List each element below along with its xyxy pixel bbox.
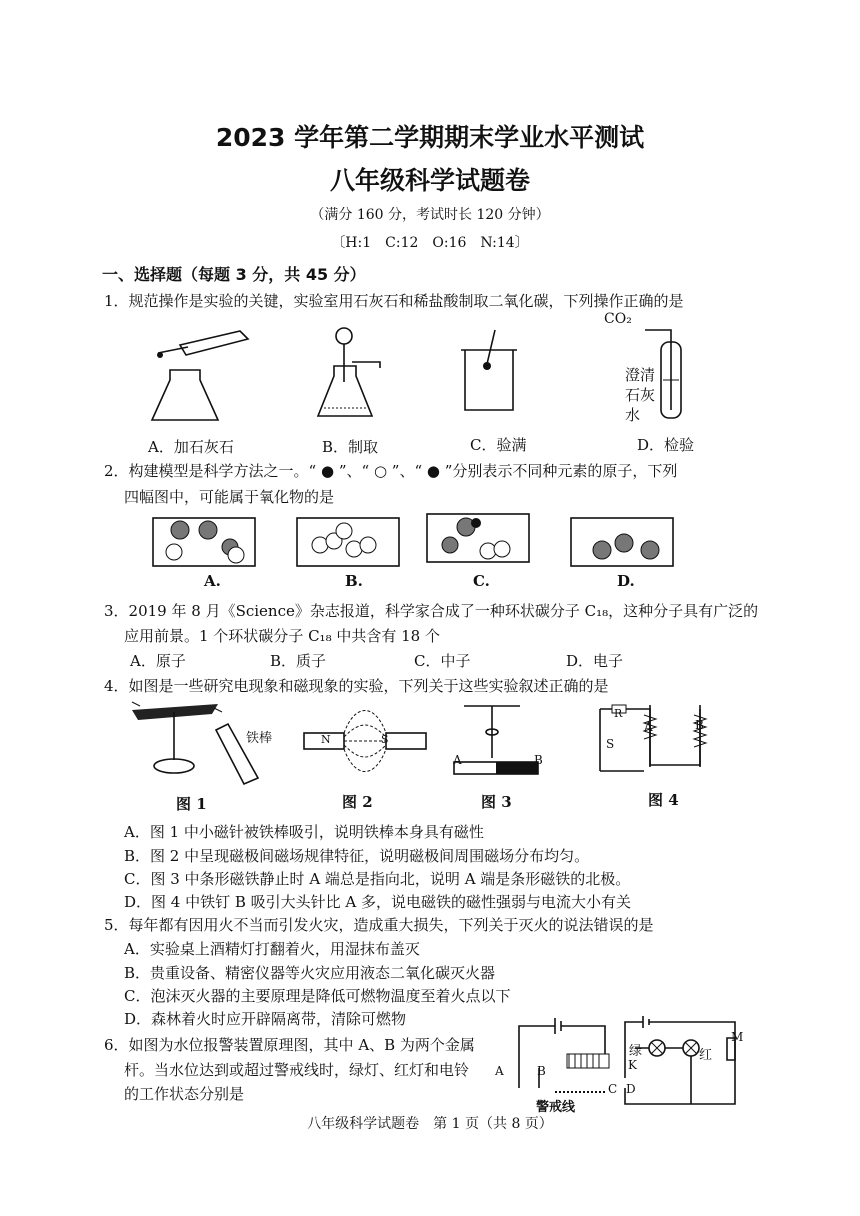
q1-stem: 1．规范操作是实验的关键，实验室用石灰石和稀盐酸制取二氧化碳，下列操作正确的是 [104, 292, 684, 310]
q6-c-label: C [608, 1082, 618, 1096]
q2-stem-line2: 四幅图中，可能属于氧化物的是 [124, 488, 335, 506]
q2-model-a-icon [152, 517, 256, 567]
q1-option-b: B．制取 [322, 438, 379, 456]
atomic-masses: 〔H:1 C:12 O:16 N:14〕 [331, 235, 529, 251]
q6-k-label: K [628, 1058, 637, 1072]
q6-m-label: M [731, 1030, 744, 1044]
q4-fig4-a: A [644, 720, 653, 734]
q6-stem-line2: 杆。当水位达到或超过警戒线时，绿灯、红灯和电铃 [124, 1061, 470, 1079]
q4-option-b: B．图 2 中呈现磁极间磁场规律特征，说明磁极间周围磁场分布均匀。 [124, 847, 590, 865]
q1-option-d: D．检验 [637, 436, 695, 454]
q5-option-a: A．实验桌上酒精灯打翻着火，用湿抹布盖灭 [124, 940, 420, 958]
q4-fig2-s: S [381, 733, 389, 746]
q4-stem: 4．如图是一些研究电现象和磁现象的实验，下列关于这些实验叙述正确的是 [104, 677, 609, 695]
exam-note: （满分 160 分，考试时长 120 分钟） [310, 207, 550, 223]
q4-fig3-caption: 图 3 [481, 793, 512, 811]
q6-red-label: 红 [699, 1048, 713, 1063]
q4-fig2-icon [300, 703, 430, 783]
q2-stem-line1: 2．构建模型是科学方法之一。“ ● ”、“ ○ ”、“ ● ”分别表示不同种元素的原子，下列 [104, 462, 678, 480]
q2-model-c-icon [426, 513, 530, 563]
q2-model-b-icon [296, 517, 400, 567]
q3-option-b: B．质子 [270, 652, 327, 670]
q1-fig-c-icon [455, 330, 535, 420]
q6-d-label: D [626, 1082, 636, 1096]
section-heading: 一、选择题（每题 3 分，共 45 分） [102, 265, 366, 284]
q4-fig3-icon [450, 702, 550, 782]
page-footer: 八年级科学试题卷 第 1 页（共 8 页） [307, 1116, 553, 1132]
q4-option-d: D．图 4 中铁钉 B 吸引大头针比 A 多，说电磁铁的磁性强弱与电流大小有关 [124, 893, 632, 911]
q4-fig3-a: A [453, 753, 462, 767]
q5-option-d: D．森林着火时应开辟隔离带，清除可燃物 [124, 1010, 407, 1028]
q5-stem: 5．每年都有因用火不当而引发火灾，造成重大损失，下列关于灭火的说法错误的是 [104, 916, 654, 934]
q4-fig4-s: S [606, 737, 615, 751]
q3-option-c: C．中子 [414, 652, 471, 670]
q4-fig1-caption: 图 1 [176, 795, 207, 813]
q1-fig-a-icon [140, 325, 260, 425]
q4-iron-rod-label: 铁棒 [246, 731, 273, 746]
q1-limewater-1: 澄清 [625, 366, 656, 384]
exam-title: 2023 学年第二学期期末学业水平测试 [215, 123, 645, 152]
q6-warning-line: 警戒线 [536, 1100, 576, 1115]
q2-model-d-icon [570, 517, 674, 567]
exam-subtitle: 八年级科学试题卷 [329, 166, 530, 195]
q3-option-a: A．原子 [130, 652, 186, 670]
q4-fig2-caption: 图 2 [342, 793, 373, 811]
q2-option-a: A. [204, 572, 221, 590]
q4-fig2-n: N [321, 733, 331, 746]
q6-stem-line3: 的工作状态分别是 [124, 1085, 245, 1103]
q6-b-label: B [537, 1064, 546, 1078]
q1-limewater-2: 石灰 [625, 386, 656, 404]
q5-option-b: B．贵重设备、精密仪器等火灾应用液态二氧化碳灭火器 [124, 964, 496, 982]
q6-green-label: 绿 [629, 1044, 643, 1059]
q4-fig4-r: R [614, 707, 623, 720]
q2-option-c: C. [473, 572, 490, 590]
q4-option-a: A．图 1 中小磁针被铁棒吸引，说明铁棒本身具有磁性 [124, 823, 484, 841]
q4-option-c: C．图 3 中条形磁铁静止时 A 端总是指向北，说明 A 端是条形磁铁的北极。 [124, 870, 631, 888]
q4-fig4-b: B [695, 718, 704, 732]
q4-fig3-b: B [534, 753, 543, 767]
q3-option-d: D．电子 [566, 652, 624, 670]
q3-stem-line2: 应用前景。1 个环状碳分子 C₁₈ 中共含有 18 个 [124, 627, 440, 645]
q1-option-a: A．加石灰石 [148, 438, 234, 456]
q6-a-label: A [495, 1064, 504, 1078]
q1-co2-label: CO₂ [604, 311, 632, 327]
q5-option-c: C．泡沫灭火器的主要原理是降低可燃物温度至着火点以下 [124, 987, 511, 1005]
q1-fig-b-icon [310, 322, 400, 422]
q2-option-b: B. [345, 572, 363, 590]
q1-option-c: C．验满 [470, 436, 527, 454]
q6-stem-line1: 6．如图为水位报警装置原理图，其中 A、B 为两个金属 [104, 1036, 475, 1054]
q3-stem-line1: 3．2019 年 8 月《Science》杂志报道，科学家合成了一种环状碳分子 C₁₈，这种分子具有广泛的 [104, 602, 759, 620]
q1-limewater-3: 水 [625, 406, 641, 424]
q4-fig4-caption: 图 4 [648, 791, 679, 809]
q2-option-d: D. [617, 572, 635, 590]
